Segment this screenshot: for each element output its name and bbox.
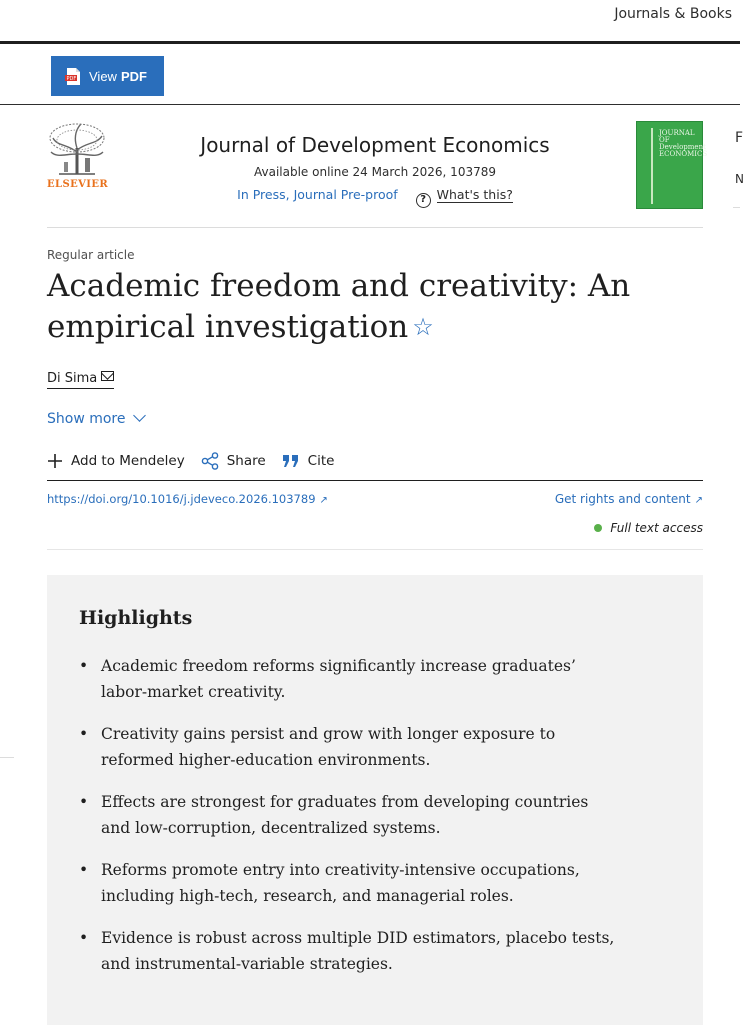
show-more-button[interactable] xyxy=(47,411,144,427)
help-circle-icon[interactable]: ? xyxy=(416,193,431,208)
journal-cover-image[interactable] xyxy=(636,121,708,209)
doi-row xyxy=(47,480,703,518)
plus-icon xyxy=(47,453,63,469)
status-row xyxy=(47,187,703,208)
rights-text: Get rights and content xyxy=(554,492,691,506)
top-nav-bar xyxy=(0,0,740,44)
journal-masthead xyxy=(47,120,708,228)
highlights-list xyxy=(79,653,619,993)
doi-text: https://doi.org/10.1016/j.jdeveco.2026.103789 xyxy=(47,492,316,506)
share-label: Share xyxy=(226,453,266,469)
svg-text:PDF: PDF xyxy=(66,75,77,82)
chevron-down-icon xyxy=(133,409,146,422)
highlight-item: • Evidence is robust across multiple DID estimators, placebo tests, and instrumental-variable strategies. xyxy=(79,925,619,977)
whats-this-link[interactable]: What's this? xyxy=(436,187,513,202)
in-press-link[interactable]: In Press, Journal Pre-proof xyxy=(237,187,398,202)
availability-info: Available online 24 March 2026, 103789 xyxy=(253,165,496,179)
journal-title xyxy=(47,133,703,157)
view-pdf-label-bold: PDF xyxy=(120,68,147,84)
star-icon[interactable]: ☆ xyxy=(412,313,434,341)
mendeley-label: Add to Mendeley xyxy=(71,453,185,469)
elsevier-wordmark: ELSEVIER xyxy=(47,179,109,190)
section-divider xyxy=(47,549,703,550)
author-name: Di Sima xyxy=(47,371,98,386)
highlight-item: • Creativity gains persist and grow with longer exposure to reformed higher-education environments. xyxy=(79,721,619,773)
article-actions xyxy=(47,450,350,472)
show-more-label: Show more xyxy=(47,411,126,427)
side-divider xyxy=(733,207,740,208)
article-title-text: Academic freedom and creativity: An empirical investigation xyxy=(47,268,631,345)
journal-title-link[interactable]: Journal of Development Economics xyxy=(200,133,550,157)
article-type: Regular article xyxy=(47,248,135,262)
external-link-icon: ↗ xyxy=(319,495,328,506)
quote-icon xyxy=(282,453,300,469)
side-panel-fragment: F xyxy=(735,130,744,146)
highlights-title: Highlights xyxy=(79,607,193,629)
add-to-mendeley-button[interactable] xyxy=(47,453,185,469)
envelope-icon xyxy=(101,371,114,381)
access-status xyxy=(47,521,703,535)
doi-link[interactable] xyxy=(47,492,328,506)
highlight-item: • Academic freedom reforms significantly increase graduates’ labor-market creativity. xyxy=(79,653,619,705)
cite-label: Cite xyxy=(307,453,335,469)
left-divider xyxy=(0,757,14,758)
view-pdf-button[interactable] xyxy=(51,56,164,96)
share-button[interactable] xyxy=(201,452,266,470)
share-icon xyxy=(201,452,219,470)
highlight-item: • Effects are strongest for graduates from developing countries and low-corruption, decentralized systems. xyxy=(79,789,619,841)
journals-books-link[interactable]: Journals & Books xyxy=(614,6,732,22)
access-dot-icon xyxy=(594,524,602,532)
side-panel-fragment: N xyxy=(735,172,744,186)
author-link[interactable] xyxy=(47,371,114,389)
access-text: Full text access xyxy=(610,521,703,535)
rights-link[interactable] xyxy=(555,492,703,506)
article-title xyxy=(47,266,687,348)
highlight-item: • Reforms promote entry into creativity-intensive occupations, including high-tech, research, and managerial roles. xyxy=(79,857,619,909)
cite-button[interactable] xyxy=(282,453,335,469)
highlights-section xyxy=(47,575,703,1025)
article-toolbar xyxy=(0,47,740,105)
cover-stripe xyxy=(651,128,653,204)
external-link-icon: ↗ xyxy=(694,495,703,506)
view-pdf-label: View xyxy=(89,68,117,84)
pdf-file-icon xyxy=(65,67,82,86)
cover-text: JOURNAL OF Development ECONOMICS xyxy=(659,129,708,158)
